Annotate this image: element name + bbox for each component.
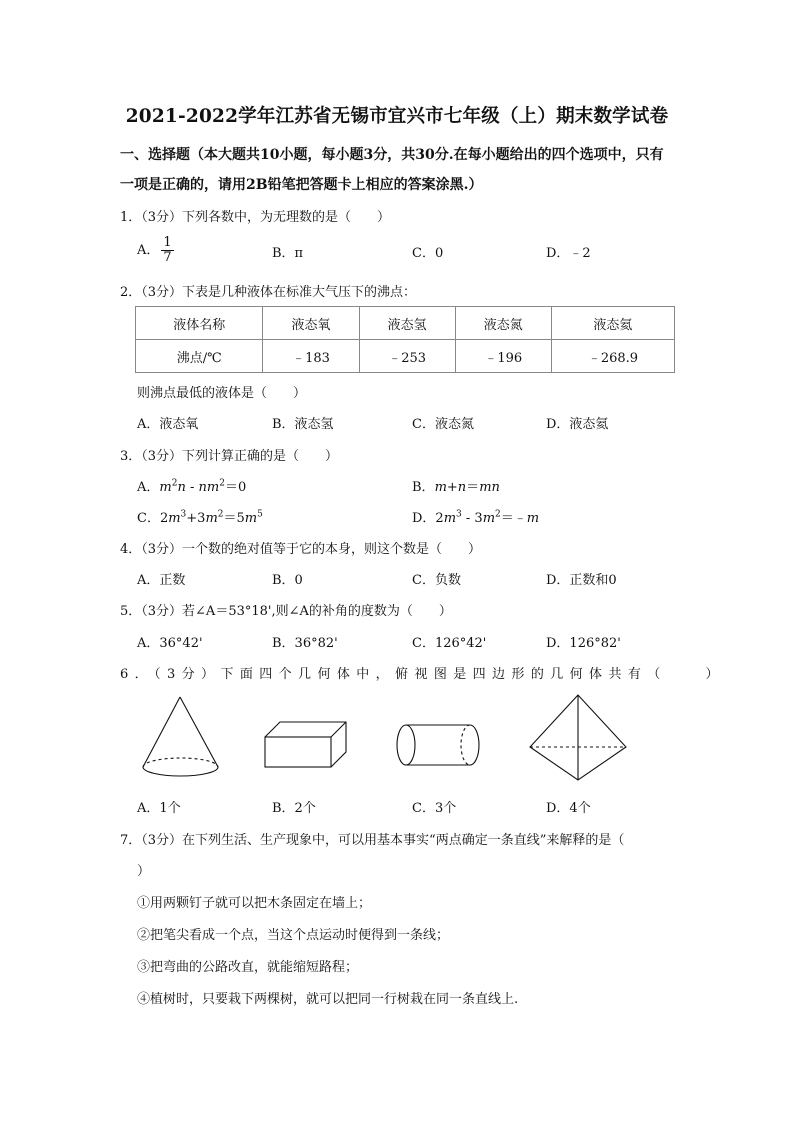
page-title: 2021-2022学年江苏省无锡市宜兴市七年级（上）期末数学试卷 xyxy=(125,106,669,127)
table-cell: ﹣268.9 xyxy=(551,340,674,373)
table-cell: ﹣253 xyxy=(359,340,455,373)
question-1-option-a xyxy=(137,236,174,265)
table-cell: 沸点/℃ xyxy=(136,340,263,373)
cuboid-figure xyxy=(265,722,346,767)
question-3-option-a: A．$m^2n - nm^2=0$ xyxy=(137,478,247,495)
question-6-stem: 6．（3分）下面四个几何体中，俯视图是四边形的几何体共有（ ） xyxy=(120,667,725,682)
question-5-option-a: A．36°42' xyxy=(137,636,203,651)
question-3-option-d: D．$2m^3$ - $3m^2=﹣m$ xyxy=(412,509,540,526)
table-row xyxy=(136,307,675,340)
question-6-option-d: D．4个 xyxy=(546,801,591,816)
question-5-option-b: B．36°82' xyxy=(272,636,338,651)
question-1-option-c: C．0 xyxy=(412,246,444,261)
cylinder-figure xyxy=(397,725,479,765)
fraction xyxy=(161,236,173,265)
question-1-option-b: B．π xyxy=(272,246,304,261)
question-7-stem: 7．（3分）在下列生活、生产现象中，可以用基本事实“两点确定一条直线”来解释的是（ xyxy=(120,833,625,848)
question-2-followup: 则沸点最低的液体是（ ） xyxy=(137,386,307,401)
question-4-option-d: D．正数和0 xyxy=(546,573,617,588)
question-7-stem-continued: ） xyxy=(137,864,151,879)
fraction-denominator: 7 xyxy=(163,250,172,265)
table-cell: 液态氧 xyxy=(263,307,359,340)
section-header-line-2: 一项是正确的，请用2B铅笔把答题卡上相应的答案涂黑.） xyxy=(120,177,483,193)
question-4-option-c: C．负数 xyxy=(412,573,461,588)
table-row xyxy=(136,340,675,373)
boiling-point-table xyxy=(135,306,675,373)
question-4-option-b: B．0 xyxy=(272,573,303,588)
question-6-option-b: B．2个 xyxy=(272,801,316,816)
question-7-item: ②把笔尖看成一个点，当这个点运动时便得到一条线； xyxy=(137,928,450,943)
table-cell: ﹣183 xyxy=(263,340,359,373)
section-header-line-1: 一、选择题（本大题共10小题，每小题3分，共30分.在每小题给出的四个选项中，只有 xyxy=(120,147,664,163)
question-2-option-a: A．液态氧 xyxy=(137,417,199,432)
question-2-stem: 2．（3分）下表是几种液体在标准大气压下的沸点： xyxy=(120,285,417,300)
question-6-option-a: A．1个 xyxy=(137,801,181,816)
table-cell: 液态氦 xyxy=(551,307,674,340)
table-cell: 液体名称 xyxy=(136,307,263,340)
pyramid-figure xyxy=(530,695,626,780)
question-5-option-c: C．126°42' xyxy=(412,636,487,651)
section-header xyxy=(120,140,690,200)
question-7-item: ①用两颗钉子就可以把木条固定在墙上； xyxy=(137,896,372,911)
cone-figure xyxy=(143,697,218,776)
question-4-stem: 4．（3分）一个数的绝对值等于它的本身，则这个数是（ ） xyxy=(120,542,482,557)
question-2-option-d: D．液态氦 xyxy=(546,417,609,432)
question-1-option-d: D．﹣2 xyxy=(546,246,591,261)
question-7-item: ④植树时，只要栽下两棵树，就可以把同一行树栽在同一条直线上. xyxy=(137,992,519,1007)
table-cell: ﹣196 xyxy=(455,340,551,373)
question-2-option-c: C．液态氮 xyxy=(412,417,474,432)
question-3-option-b: B．m+n＝mn xyxy=(412,480,500,495)
table-cell: 液态氢 xyxy=(359,307,455,340)
question-1-stem: 1．（3分）下列各数中，为无理数的是（ ） xyxy=(120,210,391,225)
question-5-option-d: D．126°82' xyxy=(546,636,621,651)
question-4-option-a: A．正数 xyxy=(137,573,186,588)
fraction-numerator: 1 xyxy=(163,235,172,250)
question-6-option-c: C．3个 xyxy=(412,801,457,816)
question-3-stem: 3．（3分）下列计算正确的是（ ） xyxy=(120,449,339,464)
geometry-figures xyxy=(130,692,630,792)
option-label: A． xyxy=(137,243,160,258)
question-2-option-b: B．液态氢 xyxy=(272,417,334,432)
table-cell: 液态氮 xyxy=(455,307,551,340)
question-7-item: ③把弯曲的公路改直，就能缩短路程； xyxy=(137,960,359,975)
question-5-stem: 5．（3分）若∠A＝53°18',则∠A的补角的度数为（ ） xyxy=(120,604,452,619)
question-3-option-c: C．$2m^3+3m^2=5m^5$ xyxy=(137,509,263,526)
